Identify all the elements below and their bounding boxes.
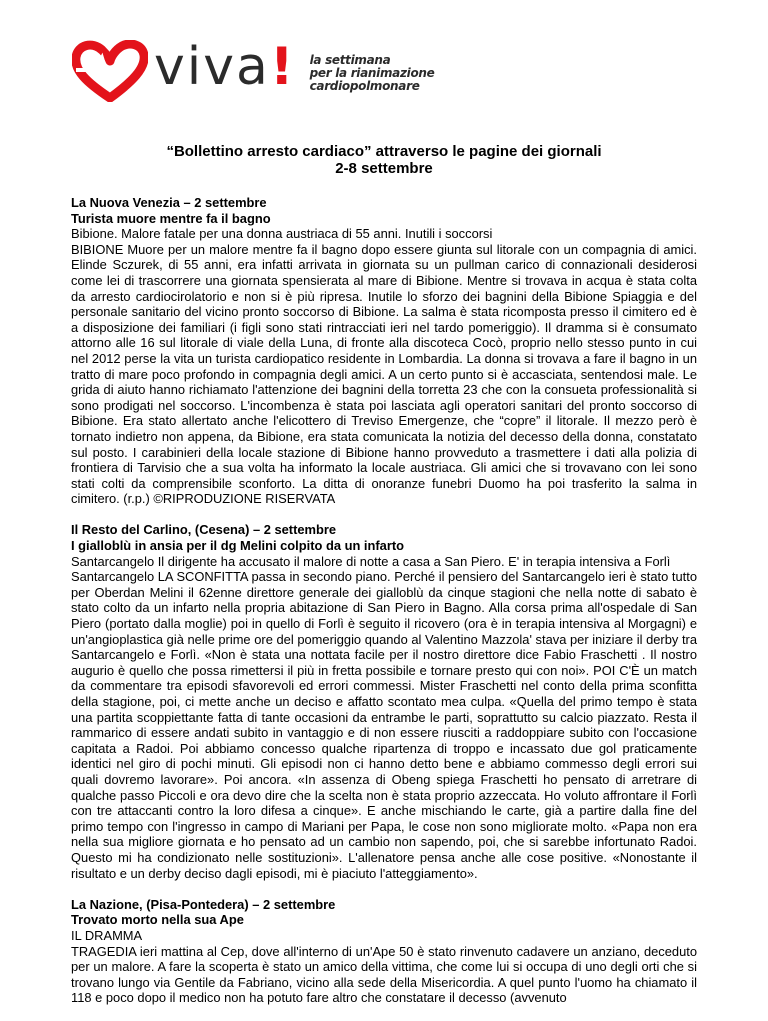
- logo-tagline-line: cardiopolmonare: [309, 78, 420, 93]
- article: [71, 897, 697, 1006]
- article-source: La Nuova Venezia – 2 settembre: [71, 195, 267, 210]
- article-subtitle: Santarcangelo Il dirigente ha accusato il malore di notte a casa a San Piero. E' in terapia intensiva a Forlì: [71, 553, 671, 569]
- logo-tagline: [310, 54, 435, 93]
- heart-logo-icon: [72, 40, 148, 102]
- article-source: Il Resto del Carlino, (Cesena) – 2 settembre: [71, 522, 337, 538]
- article-body: BIBIONE Muore per un malore mentre fa il bagno dopo essere giunta sul litorale con un compagnia di amici. Elinde Sczurek, di 55 anni, era infatti arrivata in giornata su un pullman carico di connazionali desiderosi come lei di trascorrere una giornata spensierata al mare di Bibione. Mentre si trovava in acqua è stata colta da arresto cardiocirolatorio e non si è più ripresa. Inutile lo sforzo dei bagnini della Bibione Spiaggia e del personale sanitario del vicino pronto soccorso di Bibione. La salma è stata ricomposta presso il cimitero ed è a disposizione dei familiari (i figli sono stati rintracciati ieri nel tardo pomeriggio). Il dramma si è consumato attorno alle 16 sul litorale di viale della Luna, di fronte alla discoteca Cocò, proprio nello stesso punto in cui nel 2012 perse la vita un turista cardiopatico residente in Lombardia. La donna si trovava a fare il bagno in un tratto di mare poco profondo in compagnia degli amici. A un certo punto si è accasciata, sentendosi male. Le grida di aiuto hanno richiamato l'attenzione dei bagnini della torretta 23 che con la consueta professionalità si sono prodigati nel soccorso. L'incombenza è stata poi lasciata agli operatori sanitari del pronto soccorso di Bibione. Era stato allertato anche l'elicottero di Treviso Emergenze, che “copre” il litorale. Il mezzo però è tornato indietro non appena, da Bibione, era stata comunicata la notizia del decesso della donna, constatato sul posto. I carabinieri della locale stazione di Bibione hanno provveduto a trasmettere i dati alla polizia di frontiera di Tarvisio che a sua volta ha informato la locale austriaca. Gli amici che si trovavano con lei sono stati colti da comprensibile sconforto. La ditta di onoranze funebri Duomo ha poi trasferito la salma in cimitero. (r.p.) ©RIPRODUZIONE RISERVATA: [71, 241, 697, 507]
- article-body: Santarcangelo LA SCONFITTA passa in secondo piano. Perché il pensiero del Santarcangelo ieri è stato tutto per Oberdan Melini il 62enne direttore generale dei gialloblù da cinque stagioni che nella notte di sabato è stato colto da un infarto nella propria abitazione di San Piero in Bagno. Alla corsa prima all'ospedale di San Piero (portato dalla moglie) poi in quello di Forlì è seguito il ricovero (ora è in terapia intensiva al Morgagni) e un'angioplastica già nelle prime ore del pomeriggio quando al Valentino Mazzola' stava per iniziare il derby tra Santarcangelo e Forlì. «Non è stata una nottata facile per il nostro direttore dice Fabio Fraschetti . Il nostro augurio è quello che possa rimettersi il più in fretta possibile e tornare presto qui con noi». POI C'È un match da commentare tra episodi sfavorevoli ed errori commessi. Mister Fraschetti nel conto della prima sconfitta della stagione, poi, ci mette anche un deciso e affatto scontato mea culpa. «Quella del primo tempo è stata una partita scoppiettante fatta di tante occasioni da entrambe le parti, soprattutto su calcio piazzato. Resta il rammarico di essere andati subito in vantaggio e di non essere riusciti a raddoppiare subito con l'occasione capitata a Radoi. Poi abbiamo concesso qualche ripartenza di troppo e incassato due gol praticamente identici nel giro di pochi minuti. Gli episodi non ci hanno detto bene e abbiamo commesso degli errori sui quali dovremo lavorare». Poi ancora. «In assenza di Obeng spiega Fraschetti ho pensato di arretrare di qualche passo Piccoli e ora devo dire che la scelta non è stata proprio azzeccata. Ho voluto affrontare il Forlì con tre attaccanti contro la loro difesa a cinque». E anche mischiando le carte, già a partire dalla fine del primo tempo con l'ingresso in campo di Mariani per Papa, le cose non sono migliorate molto. «Papa non era nella sua migliore giornata e ho pensato ad un cambio non sapendo, poi, che si sarebbe infortunato Radoi. Questo mi ha condizionato nelle sostituzioni». L'allenatore pensa anche alle cose positive. «Nonostante il risultato e un derby deciso dagli episodi, mi è piaciuto l'atteggiamento».: [71, 569, 697, 881]
- viva-logo: [72, 37, 435, 102]
- article-body: TRAGEDIA ieri mattina al Cep, dove all'interno di un'Ape 50 è stato rinvenuto cadavere un anziano, deceduto per un malore. A fare la scoperta è stato un amico della vittima, che come lui si occupa di uno degli orti che si trovano lungo via Gentile da Fabriano, vicino alla sede della Misericordia. A quel punto l'uomo ha chiamato il 118 e poco dopo il medico non ha potuto fare altro che constatare il decesso (avvenuto: [71, 943, 697, 1006]
- logo-tagline-line: la settimana: [309, 52, 391, 67]
- logo-wordmark: viva!: [154, 37, 296, 97]
- title-line: “Bollettino arresto cardiaco” attraverso le pagine dei giornali: [166, 143, 602, 160]
- article-source: La Nazione, (Pisa-Pontedera) – 2 settembre: [71, 896, 336, 912]
- article-subtitle: IL DRAMMA: [71, 927, 143, 943]
- document-body: [71, 195, 697, 1021]
- article-headline: Trovato morto nella sua Ape: [71, 912, 244, 928]
- article: [71, 195, 697, 507]
- article-subtitle: Bibione. Malore fatale per una donna austriaca di 55 anni. Inutili i soccorsi: [71, 226, 493, 242]
- article-headline: Turista muore mentre fa il bagno: [71, 210, 271, 226]
- article: [71, 522, 697, 881]
- logo-tagline-line: per la rianimazione: [309, 65, 435, 80]
- article-headline: I gialloblù in ansia per il dg Melini colpito da un infarto: [71, 538, 405, 554]
- title-dates: 2-8 settembre: [335, 160, 433, 177]
- page-title: [0, 143, 768, 177]
